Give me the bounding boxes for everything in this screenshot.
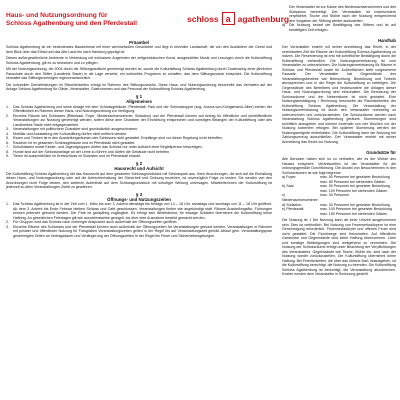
title-line-2: Schloss Agathenburg und den Pferdestall (6, 20, 137, 27)
logo-text-right: agathenburg (237, 13, 290, 24)
list-item: 6. Rauchen ist im gesamten Schlossgebäude und im Pferdestall nicht gestattet. (6, 140, 136, 145)
schloss-agathenburg-logo (187, 12, 289, 25)
right-column (282, 0, 396, 400)
preamble-paragraph: Die kulturellen Dienstleistungen im Räumlichkeiten erfolgt im Rahmen des Stiftungszwecks. Diese Haus- und Nutzungsordnung beschreibt das Verhalten auf der Anlage Schloss Agathenburg für Gäste, Veranstalter, Gastronomen und das Personal der Kulturstiftung Schloss Agathenburg. (6, 82, 272, 92)
list-item: 1. Das Schloss Agathenburg und seine Anlage mit dem Schlossgebäude, Pferdestall, Park und der Schlosskoppel (sog. Aurora-von-Königsmarck-Allee) stehen der Öffentlichkeit im Rahmen dieser Haus- und Nutzungsordnung zur Verfügung. (6, 104, 272, 114)
right-bottom-text: Die Nutzung ist 1 Die Nutzung kann ab einer Uhrzeit ausgenommen sein. Dies ist verbindlich. Bei Nutzung von Feuerwerkskörpern ist eine Genehmigung erforderlich. Feuerwerkskörper und offenes Feuer sind nicht gestattet. Die Fluchtwege sind freizuhalten. Auf öffentliche Garderobe und Gegenstände wird keine Haftung übernommen. Lärm und sonstige Belästigungen sind weitgehend zu vermeiden. Die Nutzung der Schlossräume erfolgt unter Beachtung der Verpflichtungen des Veranstalters. Gegenstände wie Tische, Stühle etc. sind nach der Nutzung wieder zurückzustellen. Die Kulturstiftung übernimmt keine Haftung. Bei Feierlichkeiten, die über das übliche Maß hinausgehen, ist die Kulturstiftung berechtigt, die Nutzung zu beenden. Die Kulturstiftung Schloss Agathenburg ist berechtigt, die Veranstaltung abzubrechen. Kosten werden dem Veranstalter in Rechnung gestellt. (282, 218, 396, 277)
list-item: d) Die Nutzung bedarf der Bestätigung des Stifters und ist auf bestätigten Zeit erfolgen. (282, 23, 396, 32)
section-3-number: § 3 (135, 191, 143, 197)
list-item: 1. Das Schloss Agathenburg ist in der Zeit vom 1. März bis zum 3. Advent dienstags bis freitags von 14 – 18 Uhr, samstags und sonntags von 11 – 18 Uhr geöffnet. Ab dem 3. Advent bis Ende Februar bleiben Schloss und Café geschlossen. Veranstaltungen finden wie angekündigt statt. Räume-Ausstellungsflur, Führungen können jederzeit gebucht werden. Der Park ist ganzjährig zugänglich. Es erfolgt kein Winterdienst, für etwaige Schäden übernimmt die Kulturstiftung keine Haftung. An gesetzlichen Feiertagen gilt wie ausnahmsweise geregelt, bis über eine Ausnahme besteht gemacht werden. (6, 202, 272, 220)
list-item: 8. Hunde sind auf der Schlosseanlage an der Leine zu führen und dürfen die Gebäude nicht betreten. (6, 149, 171, 154)
preamble-paragraph: Dieses außergewöhnliche Ambiente in Verbindung mit exklusiven Angeboten der zeitgenössischen Kunst, ausgewählter Musik und Lesungen durch die Kulturstiftung Schloss Agathenburg, gilt es zu bewahren und zu pflegen. (6, 56, 272, 65)
logo-text-left: schloss (187, 13, 219, 24)
capacity-row: max. 150 Personen bei stehenden Gästen (320, 211, 388, 216)
document-title (6, 12, 137, 28)
preamble-paragraph: Schloss Agathenburg ist ein bedeutendes Baudenkmal mit einer wechselvollen Geschichte und liegt in reizvoller Landschaft, die von den Ausläufern der Geest und dem Blick über das Elbtal und das Alte Land bis nach Hamburg geprägt ist. (6, 45, 272, 54)
section-2-number: § 2 (135, 160, 143, 166)
list-item: 3. Veranstaltungen mit politischem Charakter sind grundsätzlich ausgeschlossen. (6, 127, 139, 132)
left-column (6, 0, 290, 400)
section-2-title: Hausrecht und Aufsicht (114, 166, 164, 172)
section-1-title: Allgemeines (126, 99, 152, 105)
capacity-row: b) Saal max. 50 Personen bei gesetzter Bestuhlung (282, 184, 390, 189)
preamble-paragraph: Mit der Nutzungsordnung, die 2004 durch die Stiftungsaufsicht genehmigt worden ist, wurde die Kulturstiftung Schloss Agathenburg durch Zuwendung einer jährlichen Pauschale durch den Stifter (Landkreis Stade) in die Lage versetzt, ein kulturelles Programm zu schaffen, das dem Stiftungszweck entspricht. Die Kulturstiftung verwaltet das Stiftungsvermögen eigenverantwortlich. (6, 67, 272, 81)
handhabe-heading: Handhab (378, 38, 396, 43)
capacity-row: d) Südsalon: max. 30 Personen bei gesetzter Bestuhlung (282, 202, 390, 207)
grundsaetze-heading: Grundsätze für (366, 150, 396, 155)
capacity-row: max. 80 Personen bei stehenden Gästen (320, 179, 386, 184)
section-2-text: Die Kulturstiftung Schloss Agathenburg übt das Hausrecht auf dem gesamten Schlossgrundstück mit Schlosspark aus. Ihren Anordnungen, die sich auf die Einhaltung dieser Haus- und Nutzungsordnung oder auf die Aufrechterhaltung der Sicherheit und Ordnung beziehen, ist unverzüglich Folge zu leisten. Sie werden von den Anordnungen nicht Folge leisten, den weiteren Aufenthalt auf dem Schlossgrundstück mit sofortiger Wirkung untersagen. Mitarbeiterinnen der Kulturstiftung ist jederzeit zu allen Veranstaltungen Zutritt zu gewähren. (6, 171, 272, 190)
capacity-row: max. 100 Personen bei stehenden Gästen (320, 188, 388, 193)
section-1-number: § 1 (135, 93, 143, 99)
capacity-list (282, 175, 396, 216)
document-header (6, 0, 290, 38)
preamble-title: Präambel (129, 40, 149, 45)
list-item: 9. Tieren ist ausschließlich im Kreisschloss im Südosten und im Pferdestall erlaubt. (6, 154, 141, 159)
list-item: Der Veranstalter ist zur Kasse des Niedersachsenzimmers und des Südsalons berechtigt. Der Veranstalter ist insbesondere verpflichtet, Tische und Stühle nach der Nutzung entsprechend den Vorgaben der Stiftung wieder aufzustellen. (289, 5, 396, 23)
list-item: 3. Einzelne Räume des Schlosses und der Pferdestall können auch außerhalb der Öffnungszeiten für Veranstaltungen genutzt werden. Veranstaltungen in Räumen mit privater und öffentlicher Nutzung für Fotografien Veranstaltungszeiten gelten in der Regel bis auf Veranstaltungszeit gemäß Ablauf gem. Veranstaltungsplan genehmigten Zeiten an Vertragsdauer und Verlängerung der Öffnungszeiten in der Regel bis Feuer und Sicherheitsregelungen. (6, 224, 272, 238)
capacity-row: c) Niedersachsenzimmer: max. 30 Personen (282, 193, 350, 202)
handhabe-text: Der Veranstalter erwirbt mit seiner Anmeldung das Recht, in der vereinbarten Zeit die Räume der Kulturstiftung Schloss Agathenburg zu nutzen. Die Reservierung ist erst mit schriftlicher Bestätigung durch die Kulturstiftung verbindlich. Die Nutzungsvereinbarung ist vom Veranstalter zu unterzeichnen. Die Nutzungsvereinbarung für Räume in Schloss und Pferdestall sowie für Außenflächen stellt vorgesehene Fassade. Der Veranstalter hat Gegenstände des Veranstaltungsbetriebs wie Beleuchtung, Bestuhlung und Technik abzusprechen und in der Regel die Kulturstiftung zu beteiligen. Die Gegenstände des Betreibers und insbesondere die Anlagen dieser Haus- und Nutzungsordnung sind einzuhalten. Die Benutzung der Schlossräume und der Nebenräume ist nicht gestattet. Eine Nutzungsbestätigung / Rechnung beschreibt die Räumlichkeiten der Kulturstiftung Schloss Agathenburg. Die Veranstaltung der Nutzungsvereinbarung ist durch den Veranstalter rechtzeitig zu unterzeichnen und zurückzusenden. Die Schlossräume werden nach Veranstaltung Schloss Agathenburg geräumt. Stornierungen sind schriftlich abzugeben und können innerhalb von vier Wochen vor der Nutzung kostenfrei erfolgen. Bei späterer Stornierung werden die Nutzungsentgelte einbehalten. Die Kulturstiftung kann die Nutzung bei Zahlungsverzug ausschließen. Der Veranstalter erwirbt mit seiner Anmeldung das Recht zur Nutzung. (282, 45, 396, 144)
list-item: 2. Einzelne Räume des Schlosses (Rittersaal, Foyer, Niedersachsenzimmer, Südsalon) und der Pferdestall können auf Antrag für öffentliche und nichtöffentliche Veranstaltungen zur Nutzung genehmigt werden, sofern diese dem Charakter der Einrichtung entsprechen und sonstigen Belangen der Kulturstiftung oder des Landkreises Stade nicht entgegenstehen. (6, 113, 272, 127)
list-item: 4. Mobiliar und Ausstattung der Kulturstiftung dürfen nicht entfernt werden. (6, 131, 128, 136)
capacity-row: e) Pferdestall: max. 100 Personen bei gesetzter Bestuhlung (282, 207, 392, 212)
list-item: 2. Für Gruppen wird das Schloss nach vorheriger Absprache auch außerhalb der Öffnungszeiten geöffnet. (6, 220, 178, 225)
list-item: 5. Essen und Trinken ist in den Ausstellungsräumen des Schlosses nicht gestattet. Empfänge sind vor dieser Regelung nicht betroffen. (6, 136, 223, 141)
title-line-1: Haus- und Nutzungsordnung für (6, 12, 108, 19)
list-item: 7. Schulklassen sowie Kinder- und Jugendgruppen dürfen das Schloss nur unter Aufsicht einer Begleitperson besichtigen. (6, 145, 203, 150)
logo-mark: a (222, 12, 235, 25)
capacity-row: a) Foyer: max. 50 Personen bei gesetzter Bestuhlung (282, 175, 390, 179)
grundsaetze-text: Alle Benutzer haben sich so zu verhalten, wie es der Würde des Hauses entspricht. Verantwortlich ist der Veranstalter für die ordnungsgemäße Durchführung. Die Anzahl von Besucherinnen in den Schlossräumen ist wie folgt begrenzt: (282, 157, 396, 175)
section-3-title: Öffnungs- und Nutzungszeiten (107, 196, 171, 202)
